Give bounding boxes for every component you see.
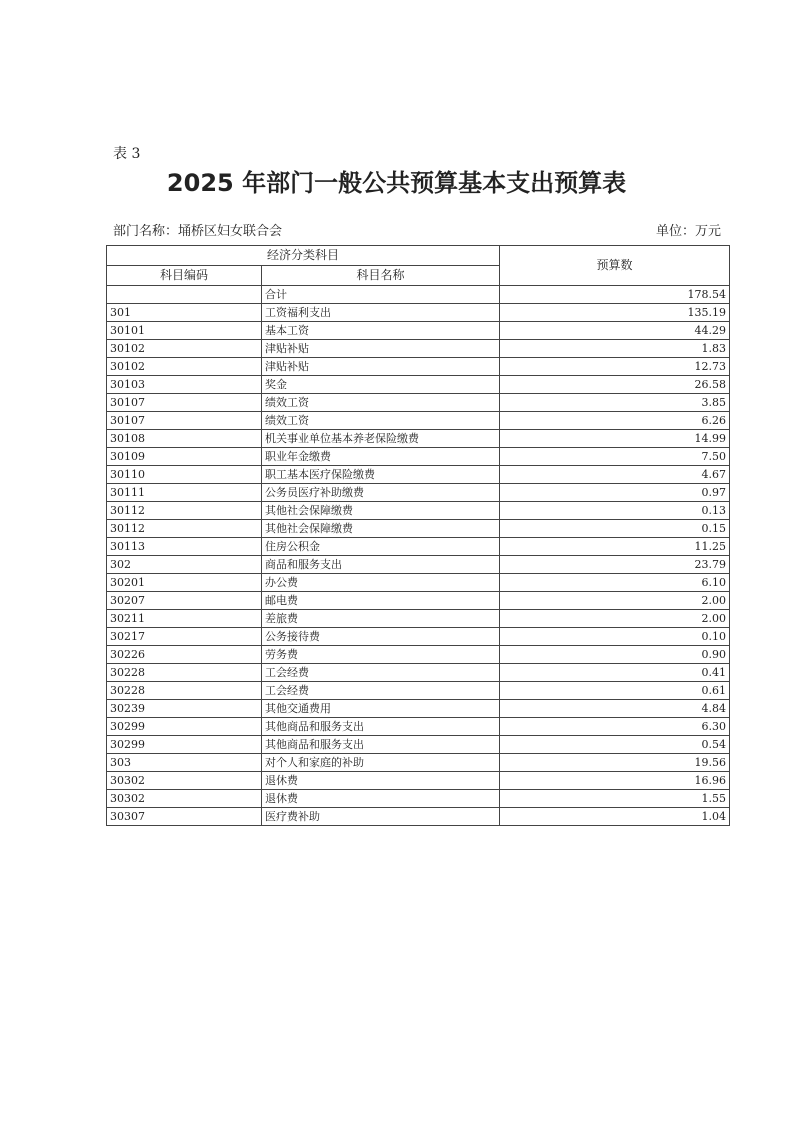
- table-row: [107, 772, 730, 790]
- table-row: [107, 394, 730, 412]
- cell-amount: 0.90: [500, 646, 730, 664]
- cell-name: 奖金: [262, 376, 500, 394]
- cell-code: 301: [107, 304, 262, 322]
- table-row: [107, 430, 730, 448]
- cell-code: 30102: [107, 358, 262, 376]
- cell-amount: 7.50: [500, 448, 730, 466]
- cell-name: 合计: [262, 286, 500, 304]
- table-header: [107, 246, 730, 286]
- cell-amount: 0.97: [500, 484, 730, 502]
- cell-amount: 12.73: [500, 358, 730, 376]
- cell-name: 工会经费: [262, 682, 500, 700]
- cell-amount: 23.79: [500, 556, 730, 574]
- table-row: [107, 736, 730, 754]
- cell-code: 30110: [107, 466, 262, 484]
- cell-name: 工会经费: [262, 664, 500, 682]
- cell-code: 30109: [107, 448, 262, 466]
- cell-code: [107, 286, 262, 304]
- code-header: 科目编码: [107, 266, 262, 286]
- cell-name: 工资福利支出: [262, 304, 500, 322]
- cell-name: 邮电费: [262, 592, 500, 610]
- cell-code: 30307: [107, 808, 262, 826]
- cell-name: 绩效工资: [262, 412, 500, 430]
- cell-code: 30239: [107, 700, 262, 718]
- cell-amount: 0.54: [500, 736, 730, 754]
- cell-amount: 0.13: [500, 502, 730, 520]
- cell-amount: 6.10: [500, 574, 730, 592]
- table-row: [107, 646, 730, 664]
- table-row: [107, 556, 730, 574]
- table-row: [107, 484, 730, 502]
- cell-name: 公务接待费: [262, 628, 500, 646]
- cell-code: 30228: [107, 664, 262, 682]
- table-row: [107, 340, 730, 358]
- cell-name: 对个人和家庭的补助: [262, 754, 500, 772]
- cell-name: 津贴补贴: [262, 358, 500, 376]
- cell-name: 津贴补贴: [262, 340, 500, 358]
- page-title: 2025 年部门一般公共预算基本支出预算表: [166, 169, 627, 197]
- cell-name: 其他社会保障缴费: [262, 520, 500, 538]
- cell-name: 办公费: [262, 574, 500, 592]
- cell-amount: 44.29: [500, 322, 730, 340]
- cell-code: 30111: [107, 484, 262, 502]
- table-row: [107, 322, 730, 340]
- cell-code: 30112: [107, 502, 262, 520]
- cell-name: 其他商品和服务支出: [262, 718, 500, 736]
- cell-amount: 6.30: [500, 718, 730, 736]
- cell-name: 商品和服务支出: [262, 556, 500, 574]
- cell-amount: 178.54: [500, 286, 730, 304]
- cell-amount: 1.83: [500, 340, 730, 358]
- cell-code: 30102: [107, 340, 262, 358]
- cell-amount: 4.84: [500, 700, 730, 718]
- cell-amount: 16.96: [500, 772, 730, 790]
- cell-code: 30299: [107, 718, 262, 736]
- table-row: [107, 610, 730, 628]
- cell-name: 退休费: [262, 772, 500, 790]
- cell-name: 住房公积金: [262, 538, 500, 556]
- cell-code: 302: [107, 556, 262, 574]
- cell-code: 30302: [107, 772, 262, 790]
- cell-amount: 11.25: [500, 538, 730, 556]
- table-row: [107, 466, 730, 484]
- cell-code: 30101: [107, 322, 262, 340]
- cell-amount: 1.55: [500, 790, 730, 808]
- cell-amount: 26.58: [500, 376, 730, 394]
- cell-amount: 0.15: [500, 520, 730, 538]
- name-header: 科目名称: [262, 266, 500, 286]
- table-row: [107, 412, 730, 430]
- table-row: [107, 718, 730, 736]
- table-row: [107, 502, 730, 520]
- cell-amount: 4.67: [500, 466, 730, 484]
- department-name: 部门名称：埇桥区妇女联合会: [113, 224, 283, 239]
- table-row: [107, 664, 730, 682]
- cell-name: 其他商品和服务支出: [262, 736, 500, 754]
- cell-code: 30108: [107, 430, 262, 448]
- cell-code: 30211: [107, 610, 262, 628]
- cell-name: 绩效工资: [262, 394, 500, 412]
- cell-amount: 3.85: [500, 394, 730, 412]
- cell-amount: 0.41: [500, 664, 730, 682]
- table-row: [107, 592, 730, 610]
- cell-amount: 0.10: [500, 628, 730, 646]
- table-row: [107, 790, 730, 808]
- cell-amount: 2.00: [500, 592, 730, 610]
- economic-classification-header: 经济分类科目: [107, 246, 500, 266]
- cell-amount: 0.61: [500, 682, 730, 700]
- table-row: [107, 808, 730, 826]
- cell-name: 退休费: [262, 790, 500, 808]
- table-row: [107, 358, 730, 376]
- cell-name: 劳务费: [262, 646, 500, 664]
- header-row-group: [107, 246, 730, 266]
- cell-name: 机关事业单位基本养老保险缴费: [262, 430, 500, 448]
- table-row: [107, 376, 730, 394]
- cell-code: 30201: [107, 574, 262, 592]
- cell-code: 30113: [107, 538, 262, 556]
- cell-code: 30107: [107, 394, 262, 412]
- table-row: [107, 520, 730, 538]
- table-row: [107, 286, 730, 304]
- cell-name: 差旅费: [262, 610, 500, 628]
- table-row: [107, 754, 730, 772]
- cell-name: 基本工资: [262, 322, 500, 340]
- table-number-label: 表 3: [113, 146, 141, 162]
- cell-code: 30226: [107, 646, 262, 664]
- cell-name: 职工基本医疗保险缴费: [262, 466, 500, 484]
- table-row: [107, 628, 730, 646]
- cell-name: 公务员医疗补助缴费: [262, 484, 500, 502]
- cell-amount: 19.56: [500, 754, 730, 772]
- cell-code: 30302: [107, 790, 262, 808]
- cell-code: 30207: [107, 592, 262, 610]
- cell-code: 30217: [107, 628, 262, 646]
- cell-name: 职业年金缴费: [262, 448, 500, 466]
- table-row: [107, 700, 730, 718]
- cell-name: 医疗费补助: [262, 808, 500, 826]
- table-row: [107, 574, 730, 592]
- table-body: [107, 286, 730, 826]
- table-row: [107, 304, 730, 322]
- table-row: [107, 448, 730, 466]
- cell-amount: 2.00: [500, 610, 730, 628]
- cell-code: 30228: [107, 682, 262, 700]
- table-row: [107, 682, 730, 700]
- cell-code: 30112: [107, 520, 262, 538]
- amount-header: 预算数: [500, 246, 730, 286]
- cell-code: 30103: [107, 376, 262, 394]
- budget-table: [106, 245, 730, 826]
- cell-code: 30107: [107, 412, 262, 430]
- cell-amount: 135.19: [500, 304, 730, 322]
- cell-code: 303: [107, 754, 262, 772]
- cell-amount: 1.04: [500, 808, 730, 826]
- cell-code: 30299: [107, 736, 262, 754]
- cell-amount: 14.99: [500, 430, 730, 448]
- cell-amount: 6.26: [500, 412, 730, 430]
- cell-name: 其他交通费用: [262, 700, 500, 718]
- cell-name: 其他社会保障缴费: [262, 502, 500, 520]
- unit-label: 单位：万元: [655, 224, 721, 239]
- table-row: [107, 538, 730, 556]
